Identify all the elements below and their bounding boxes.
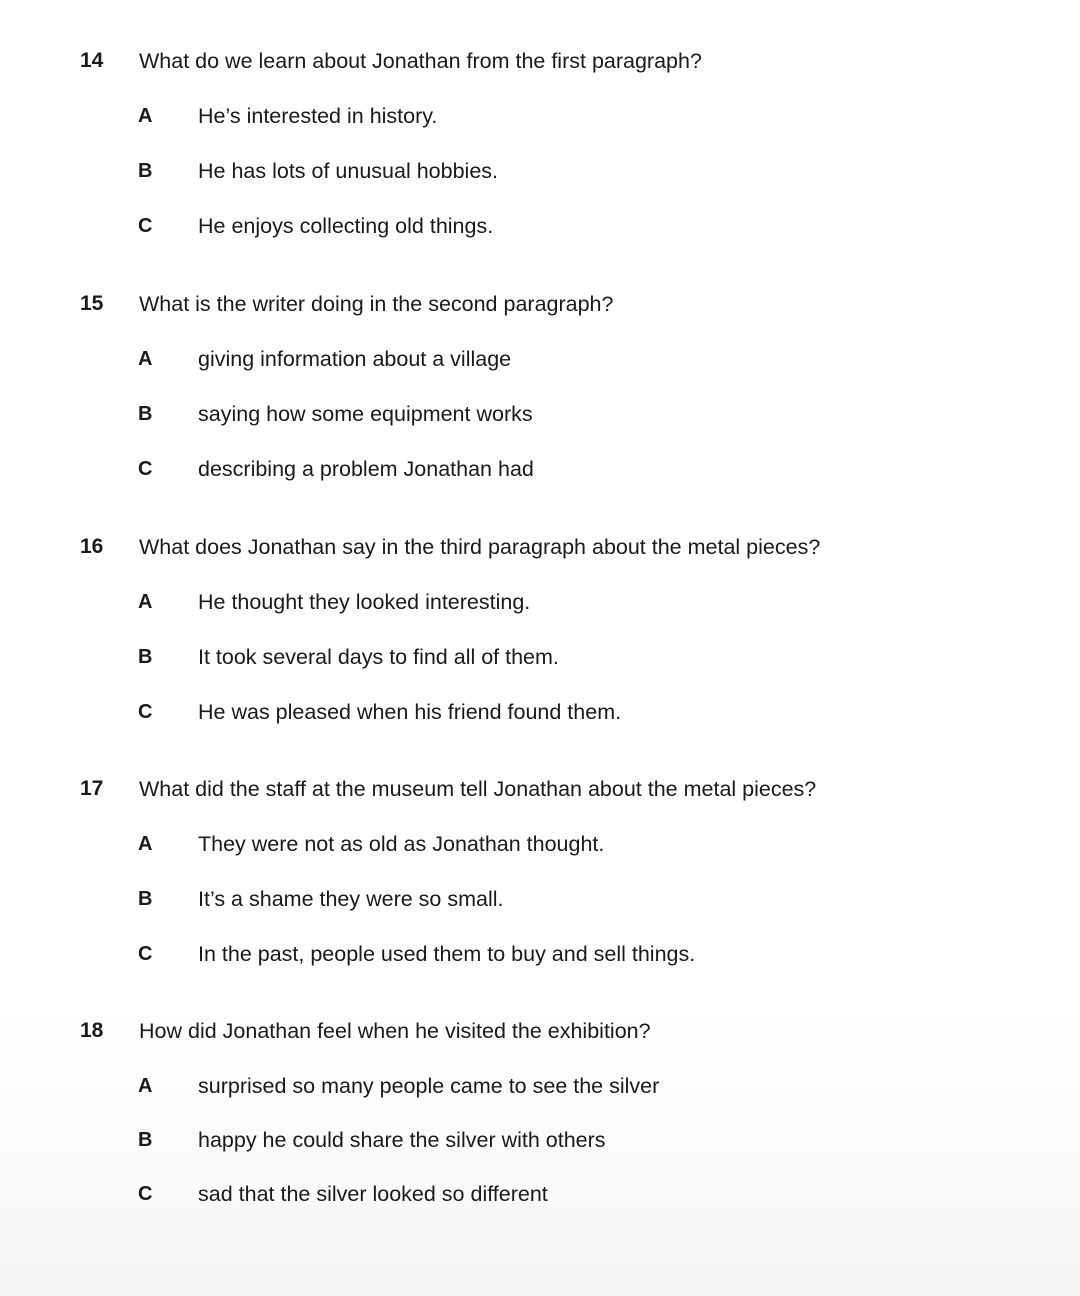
option-b[interactable]	[0, 642, 1000, 672]
question-header	[0, 46, 1000, 76]
option-text: He was pleased when his friend found them.	[198, 700, 622, 724]
option-letter: A	[138, 105, 153, 127]
option-text: He has lots of unusual hobbies.	[198, 159, 499, 183]
option-c[interactable]	[0, 697, 1000, 727]
option-text: saying how some equipment works	[198, 402, 533, 426]
question-header	[0, 774, 1000, 804]
option-text: They were not as old as Jonathan thought.	[198, 832, 605, 856]
option-b[interactable]	[0, 156, 1000, 186]
question-header	[0, 1016, 1000, 1046]
option-text: He thought they looked interesting.	[198, 590, 531, 614]
question-text: What did the staff at the museum tell Jonathan about the metal pieces?	[139, 777, 817, 801]
option-text: He enjoys collecting old things.	[198, 214, 494, 238]
option-b[interactable]	[0, 1125, 1000, 1155]
question-text: How did Jonathan feel when he visited the exhibition?	[139, 1019, 651, 1043]
option-text: giving information about a village	[198, 347, 512, 371]
option-text: surprised so many people came to see the silver	[198, 1074, 660, 1098]
option-a[interactable]	[0, 829, 1000, 859]
option-text: He’s interested in history.	[198, 104, 438, 128]
option-letter: C	[138, 458, 153, 480]
option-c[interactable]	[0, 1179, 1000, 1209]
question-header	[0, 532, 1000, 562]
question-header	[0, 289, 1000, 319]
option-a[interactable]	[0, 344, 1000, 374]
option-b[interactable]	[0, 884, 1000, 914]
option-text: It’s a shame they were so small.	[198, 887, 504, 911]
option-b[interactable]	[0, 399, 1000, 429]
option-letter: A	[138, 1075, 153, 1097]
question-number: 15	[80, 292, 104, 315]
question-number: 18	[80, 1019, 104, 1042]
option-text: It took several days to find all of them.	[198, 645, 559, 669]
option-text: happy he could share the silver with others	[198, 1128, 606, 1152]
option-c[interactable]	[0, 211, 1000, 241]
option-letter: B	[138, 1129, 153, 1151]
option-letter: B	[138, 403, 153, 425]
option-a[interactable]	[0, 101, 1000, 131]
option-c[interactable]	[0, 939, 1000, 969]
question-number: 14	[80, 49, 104, 72]
question-text: What does Jonathan say in the third paragraph about the metal pieces?	[139, 535, 821, 559]
question-text: What do we learn about Jonathan from the first paragraph?	[139, 49, 702, 73]
option-text: describing a problem Jonathan had	[198, 457, 534, 481]
option-letter: A	[138, 833, 153, 855]
option-letter: B	[138, 160, 153, 182]
question-number: 17	[80, 777, 104, 800]
option-letter: C	[138, 1183, 153, 1205]
option-letter: A	[138, 591, 153, 613]
question-number: 16	[80, 535, 104, 558]
option-letter: A	[138, 348, 153, 370]
option-a[interactable]	[0, 587, 1000, 617]
option-letter: C	[138, 215, 153, 237]
option-letter: B	[138, 888, 153, 910]
option-text: sad that the silver looked so different	[198, 1182, 548, 1206]
option-c[interactable]	[0, 454, 1000, 484]
option-text: In the past, people used them to buy and sell things.	[198, 942, 696, 966]
option-letter: C	[138, 701, 153, 723]
option-a[interactable]	[0, 1071, 1000, 1101]
question-text: What is the writer doing in the second paragraph?	[139, 292, 614, 316]
option-letter: C	[138, 943, 153, 965]
option-letter: B	[138, 646, 153, 668]
